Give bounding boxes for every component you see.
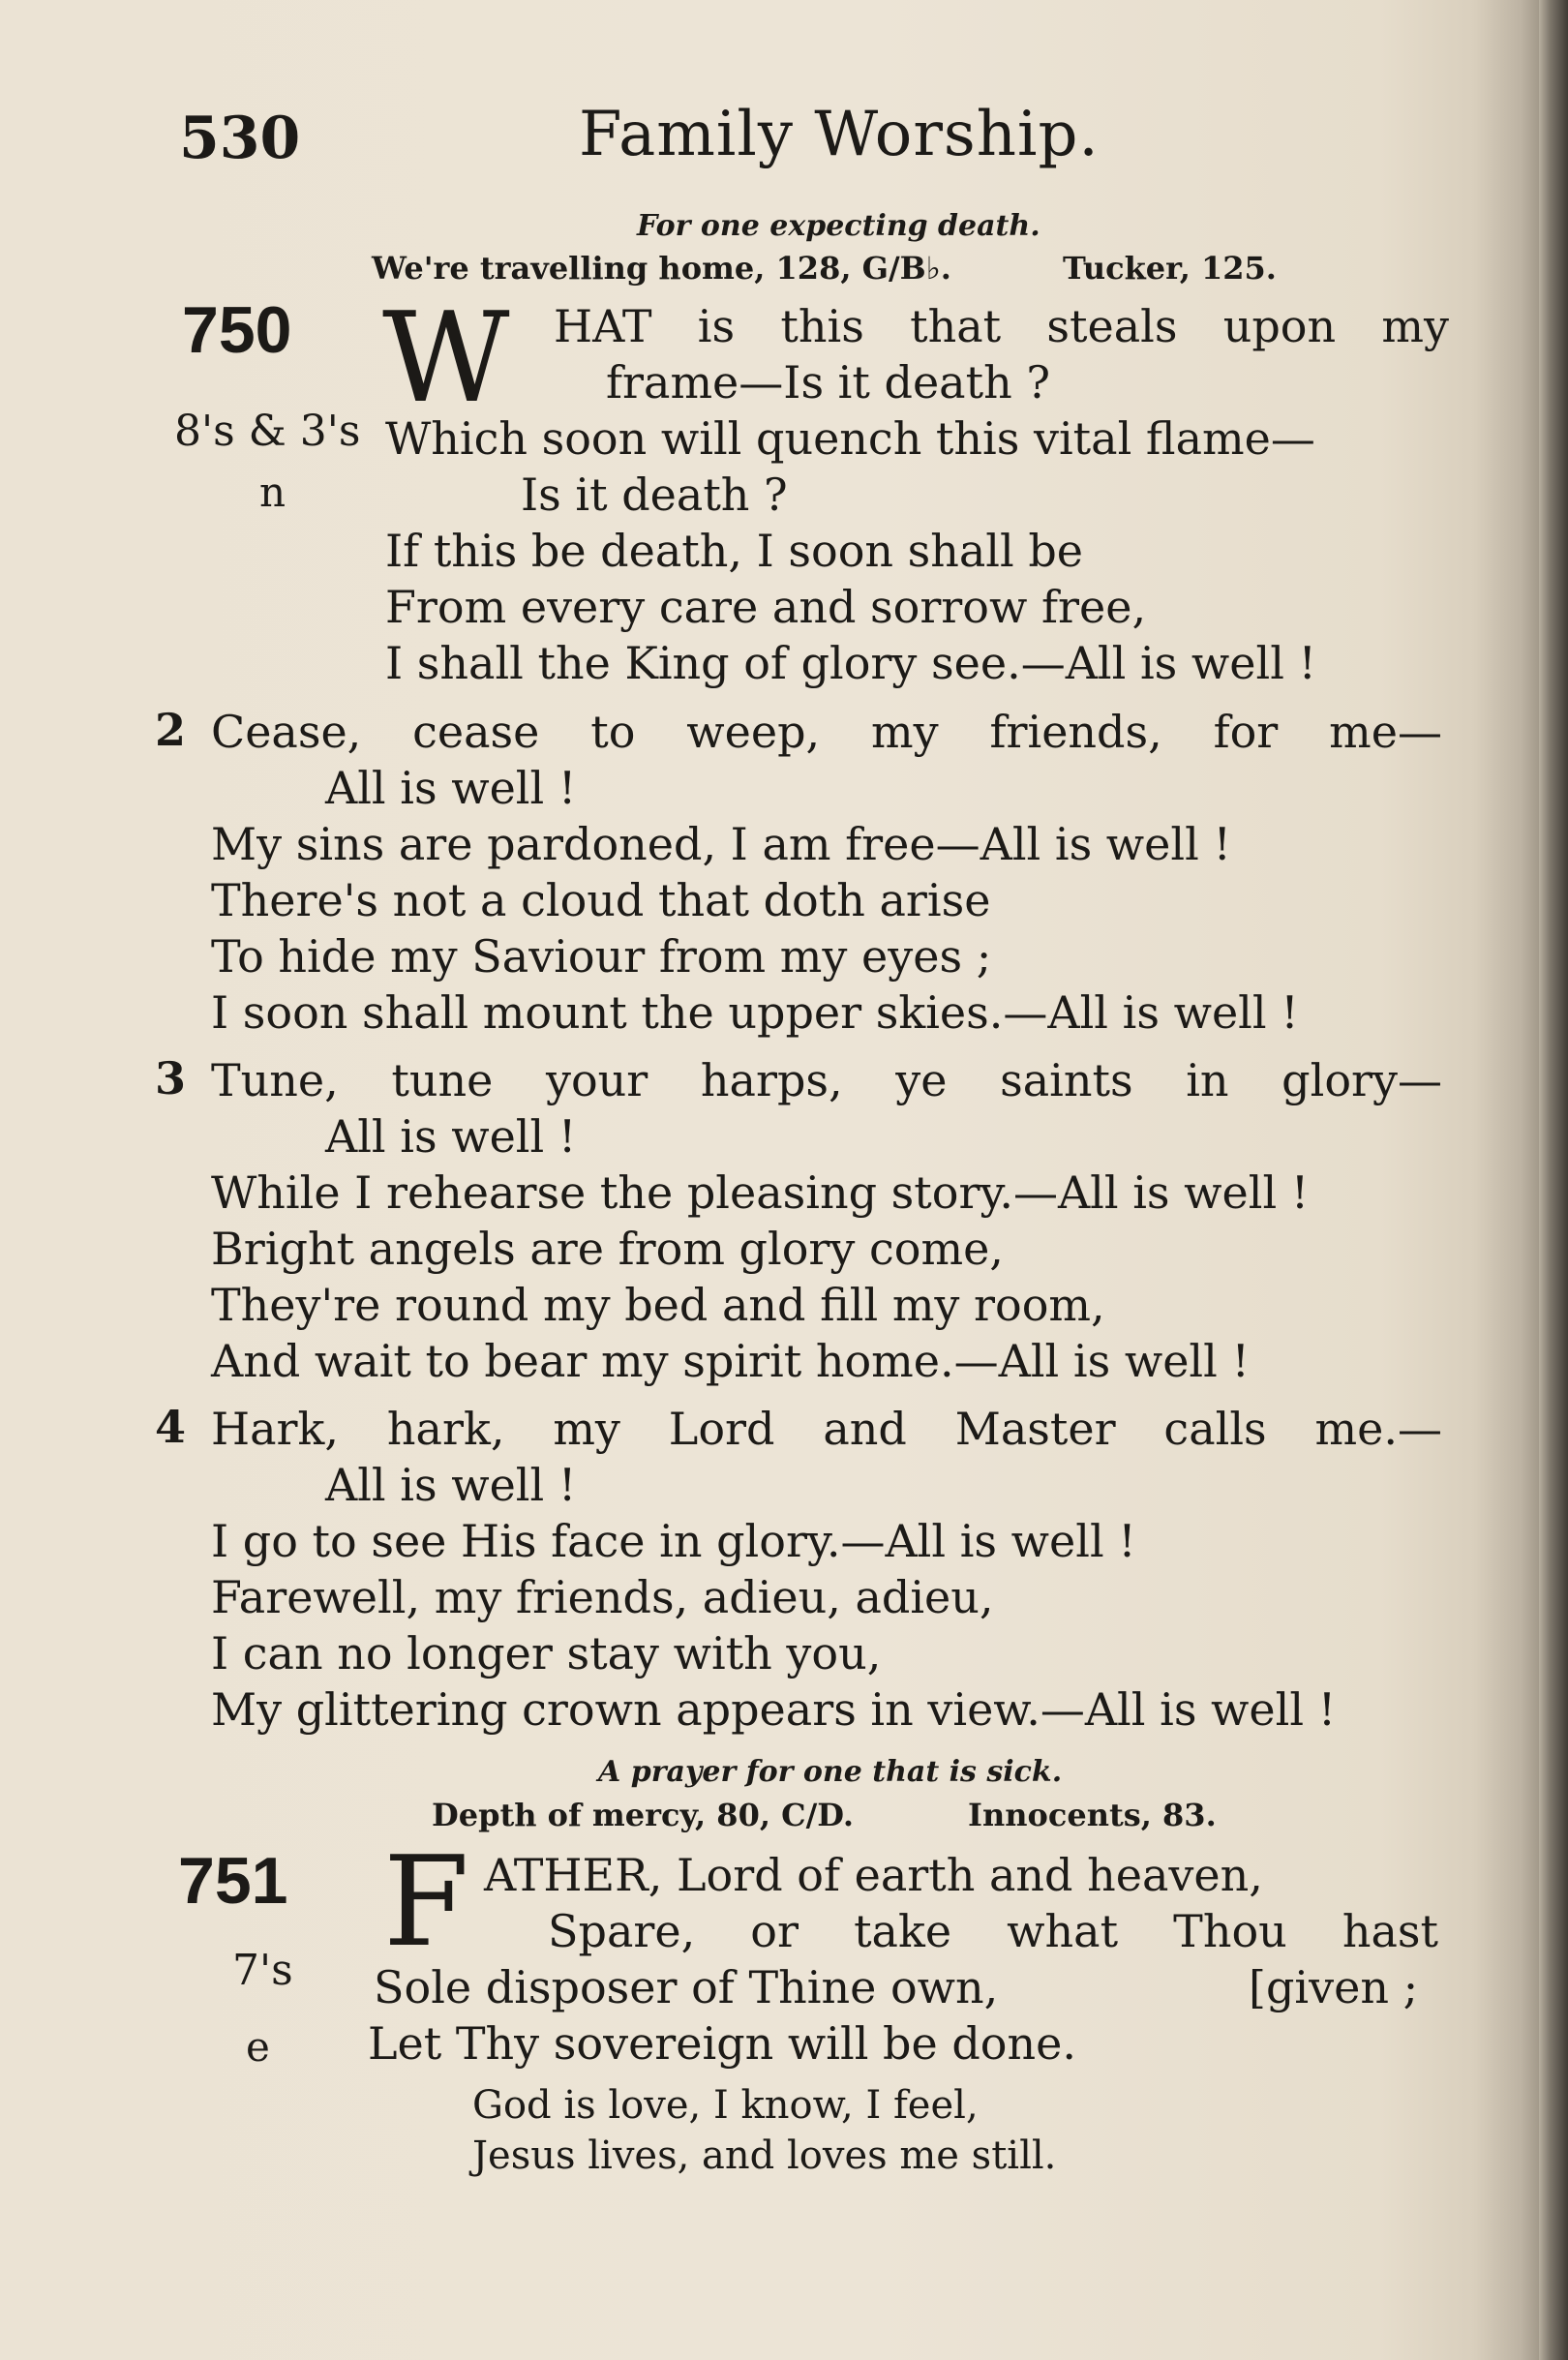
verse-line: I shall the King of glory see.—All is well ! xyxy=(385,637,1317,689)
verse-line: To hide my Saviour from my eyes ; xyxy=(211,930,992,983)
page-number: 530 xyxy=(179,105,301,172)
verse-line: Which soon will quench this vital flame— xyxy=(385,412,1315,465)
page-title: Family Worship. xyxy=(579,99,1100,170)
verse-line: While I rehearse the pleasing story.—All is well ! xyxy=(211,1166,1310,1219)
verse-line: I go to see His face in glory.—All is well ! xyxy=(211,1515,1136,1567)
verse-line: Jesus lives, and loves me still. xyxy=(472,2133,1057,2178)
book-spine-edge xyxy=(1539,0,1568,2360)
hymn-750-tune-right: Tucker, 125. xyxy=(1063,250,1277,287)
verse-line: All is well ! xyxy=(325,1459,577,1511)
verse-line: Cease, cease to weep, my friends, for me— xyxy=(211,706,1442,758)
hymn-751-number: 751 xyxy=(178,1844,288,1918)
hymn-751-occasion: A prayer for one that is sick. xyxy=(598,1755,1063,1789)
verse-line: If this be death, I soon shall be xyxy=(385,525,1084,577)
verse-line: Spare, or take what Thou hast xyxy=(548,1905,1438,1957)
verse-line: And wait to bear my spirit home.—All is well ! xyxy=(211,1335,1250,1387)
verse-line: My sins are pardoned, I am free—All is well ! xyxy=(211,818,1231,870)
verse-line: God is love, I know, I feel, xyxy=(472,2083,979,2128)
verse-line: From every care and sorrow free, xyxy=(385,581,1147,633)
verse-number: 4 xyxy=(155,1401,187,1453)
hymn-750-meter: 8's & 3's xyxy=(174,407,361,456)
hymn-750-key: n xyxy=(259,469,286,516)
verse-number: 2 xyxy=(155,704,187,756)
verse-line: I can no longer stay with you, xyxy=(211,1627,882,1679)
verse-line: I soon shall mount the upper skies.—All is well ! xyxy=(211,986,1299,1039)
verse-line: Bright angels are from glory come, xyxy=(211,1223,1004,1275)
verse-line: Tune, tune your harps, ye saints in glory— xyxy=(211,1054,1442,1106)
hymn-751-tune-left: Depth of mercy, 80, C/D. xyxy=(432,1797,855,1833)
hymn-751-meter: 7's xyxy=(232,1946,293,1995)
hymn-750-occasion: For one expecting death. xyxy=(637,209,1040,243)
verse-line: frame—Is it death ? xyxy=(606,356,1050,408)
hymn-751-key: e xyxy=(246,2023,270,2071)
hymn-750-drop-cap: W xyxy=(382,287,510,431)
verse-line: ATHER, Lord of earth and heaven, xyxy=(484,1849,1263,1901)
verse-line: All is well ! xyxy=(325,762,577,814)
verse-line: Let Thy sovereign will be done. xyxy=(368,2017,1076,2070)
verse-line: Sole disposer of Thine own, xyxy=(374,1961,999,2013)
verse-line: [given ; xyxy=(1249,1961,1419,2013)
hymn-751-tune-right: Innocents, 83. xyxy=(968,1797,1217,1833)
hymn-751-drop-cap: F xyxy=(383,1831,469,1975)
verse-number: 3 xyxy=(155,1052,187,1104)
verse-line: My glittering crown appears in view.—All is well ! xyxy=(211,1683,1337,1736)
hymn-750-number: 750 xyxy=(182,293,292,367)
verse-line: Hark, hark, my Lord and Master calls me.— xyxy=(211,1403,1442,1455)
hymn-750-tune-left: We're travelling home, 128, G/B♭. xyxy=(372,250,951,287)
verse-line: HAT is this that steals upon my xyxy=(554,300,1449,352)
verse-line: There's not a cloud that doth arise xyxy=(211,874,991,926)
verse-line: Farewell, my friends, adieu, adieu, xyxy=(211,1571,994,1623)
verse-line: They're round my bed and fill my room, xyxy=(211,1279,1105,1331)
verse-line: Is it death ? xyxy=(521,469,788,521)
verse-line: All is well ! xyxy=(325,1110,577,1163)
